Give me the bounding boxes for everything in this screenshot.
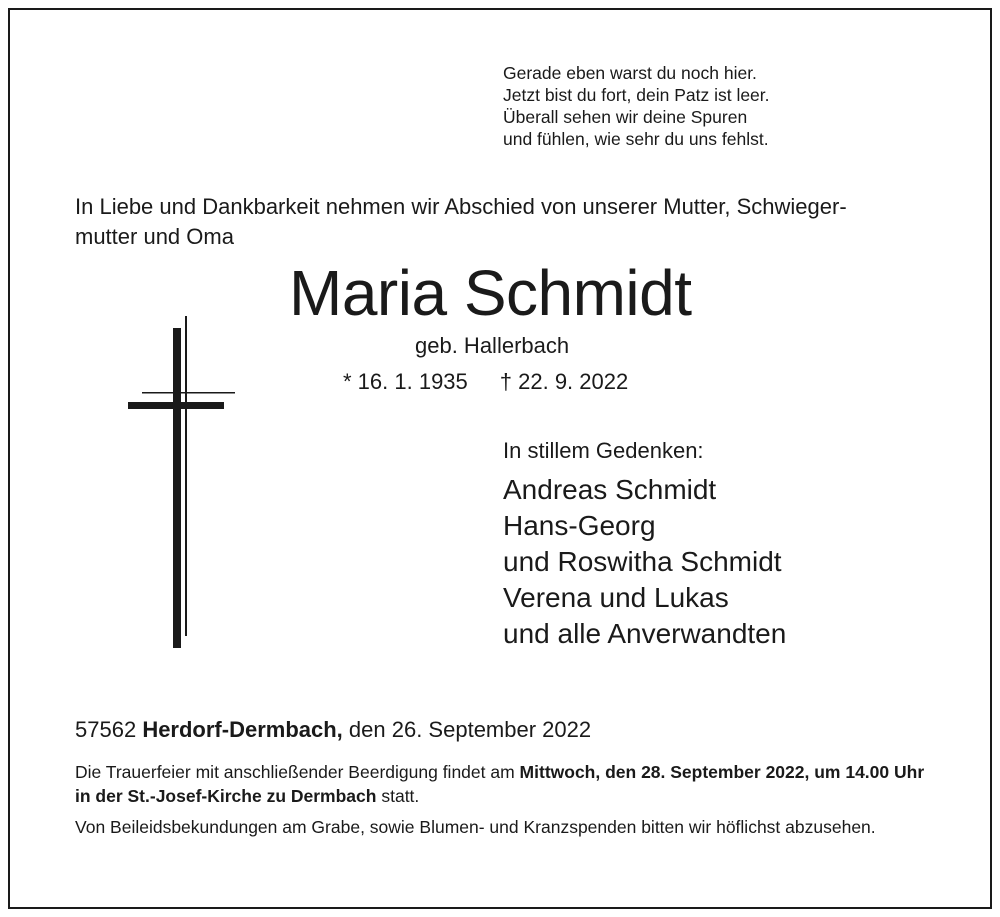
mourner-line: und alle Anverwandten	[503, 618, 787, 649]
poem-line: Überall sehen wir deine Spuren	[503, 107, 748, 127]
town: Herdorf-Dermbach,	[142, 717, 343, 742]
death-date: † 22. 9. 2022	[499, 369, 629, 394]
birth-date: * 16. 1. 1935	[343, 369, 468, 394]
poem-line: und fühlen, wie sehr du uns fehlst.	[503, 129, 769, 149]
poem-line: Jetzt bist du fort, dein Patz ist leer.	[503, 85, 770, 105]
mourner-line: Andreas Schmidt	[503, 474, 717, 505]
mourner-line: und Roswitha Schmidt	[503, 546, 782, 577]
condolence-note: Von Beileidsbekundungen am Grabe, sowie Blumen- und Kranzspenden bitten wir höflichst abzusehen.	[75, 817, 876, 837]
cross-icon	[128, 316, 236, 648]
poem	[503, 62, 770, 150]
poem-line: Gerade eben warst du noch hier.	[503, 63, 757, 83]
ceremony-datetime-location: Mittwoch, den 28. September 2022, um 14.00 Uhr in der St.-Josef-Kirche zu Dermbach	[75, 762, 925, 806]
deceased-name: Maria Schmidt	[289, 257, 692, 329]
notice-date: den 26. September 2022	[348, 717, 592, 742]
intro-text	[75, 192, 847, 252]
mourner-line: Verena und Lukas	[503, 582, 729, 613]
ceremony-text: Die Trauerfeier mit anschließender Beerdigung findet am	[75, 762, 515, 782]
life-dates	[343, 368, 628, 396]
place-date	[75, 716, 591, 744]
postcode: 57562	[75, 717, 137, 742]
intro-line: mutter und Oma	[75, 224, 234, 249]
ceremony-text-end: statt.	[381, 786, 420, 806]
mourners-heading: In stillem Gedenken:	[503, 438, 704, 463]
intro-line: In Liebe und Dankbarkeit nehmen wir Abschied von unserer Mutter, Schwieger-	[75, 194, 847, 219]
mourner-line: Hans-Georg	[503, 510, 656, 541]
birth-name: geb. Hallerbach	[415, 333, 570, 358]
ceremony-info	[75, 760, 927, 808]
mourners-list	[503, 472, 786, 652]
